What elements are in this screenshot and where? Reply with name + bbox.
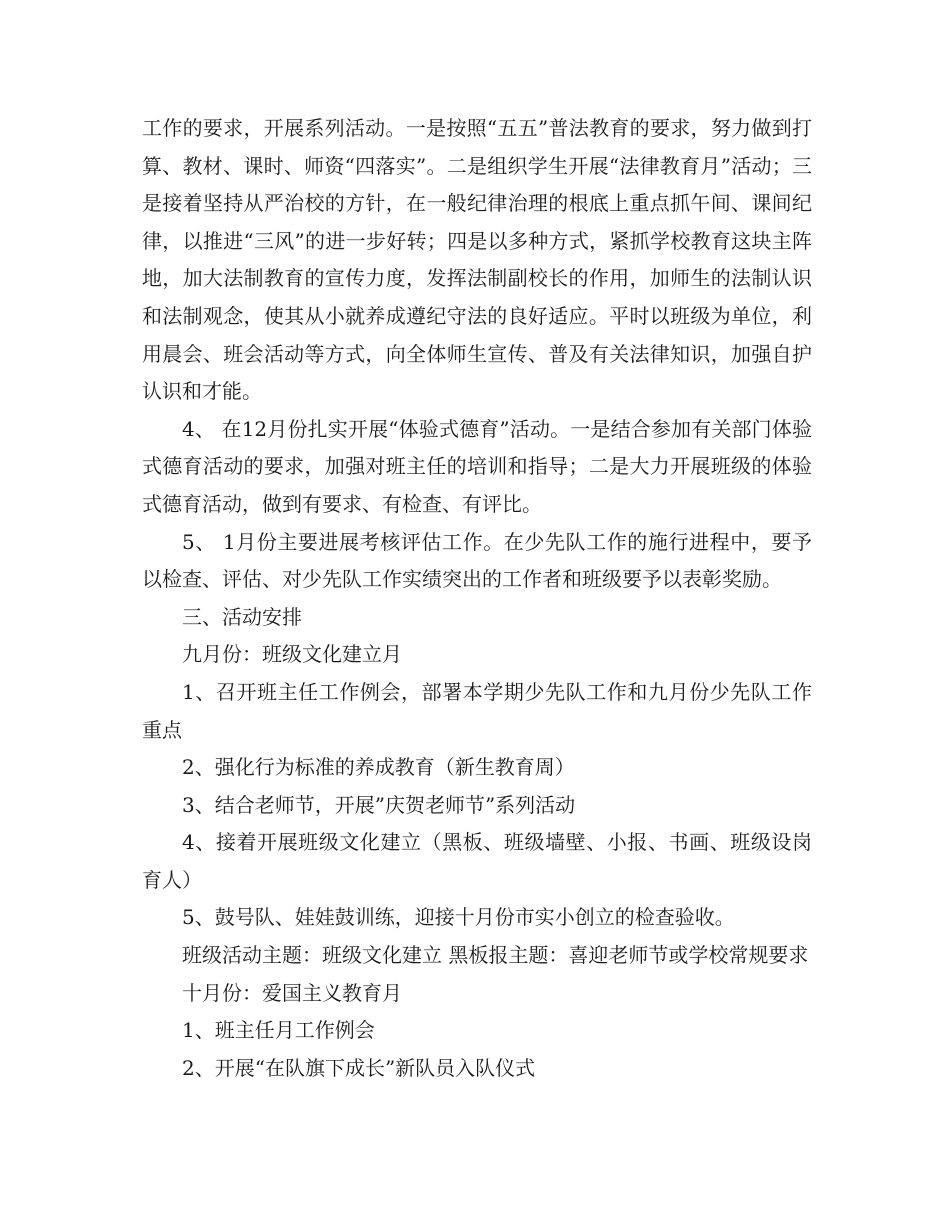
- paragraph-item-4-december: 4、 在12月份扎实开展“体验式德育”活动。一是结合参加有关部门体验式德育活动的要求，加强对班主任的培训和指导；二是大力开展班级的体验式德育活动，做到有要求、有检查、有评比。: [142, 416, 812, 516]
- document-body: [142, 110, 812, 1087]
- list-item: 2、开展“在队旗下成长”新队员入队仪式: [182, 1055, 536, 1080]
- month-heading-september: 九月份：班级文化建立月: [182, 642, 402, 667]
- paragraph-item-5-january: 5、 1月份主要进展考核评估工作。在少先队工作的施行进程中，要予以检查、评估、对少先队工作实绩突出的工作者和班级要予以表彰奖励。: [142, 529, 812, 592]
- month-heading-october: 十月份：爱国主义教育月: [182, 980, 402, 1005]
- list-item: 4、接着开展班级文化建立（黑板、班级墙壁、小报、书画、班级设岗育人）: [142, 830, 812, 892]
- list-item: 1、召开班主任工作例会，部署本学期少先队工作和九月份少先队工作重点: [142, 679, 812, 742]
- list-item: 1、班主任月工作例会: [182, 1018, 375, 1043]
- theme-line-september: 班级活动主题：班级文化建立 黑板报主题：喜迎老师节或学校常规要求: [182, 943, 809, 968]
- paragraph-legal-education: 工作的要求，开展系列活动。一是按照“五五”普法教育的要求，努力做到打算、教材、课时、师资“四落实”。二是组织学生开展“法律教育月”活动；三是接着坚持从严治校的方针，在一般纪律治理的根底上重点抓午间、课间纪律，以推进“三风”的进一步好转；四是以多种方式，紧抓学校教育这块主阵地，加大法制教育的宣传力度，发挥法制副校长的作用，加师生的法制认识和法制观念，使其从小就养成遵纪守法的良好适应。平时以班级为单位，利用晨会、班会活动等方式，向全体师生宣传、普及有关法律知识，加强自护认识和才能。: [142, 116, 812, 404]
- list-item: 2、强化行为标准的养成教育（新生教育周）: [182, 755, 575, 780]
- list-item: 3、结合老师节，开展”庆贺老师节”系列活动: [182, 792, 576, 817]
- list-item: 5、鼓号队、娃娃鼓训练，迎接十月份市实小创立的检查验收。: [182, 905, 735, 930]
- section-heading-activity-schedule: 三、活动安排: [182, 604, 302, 629]
